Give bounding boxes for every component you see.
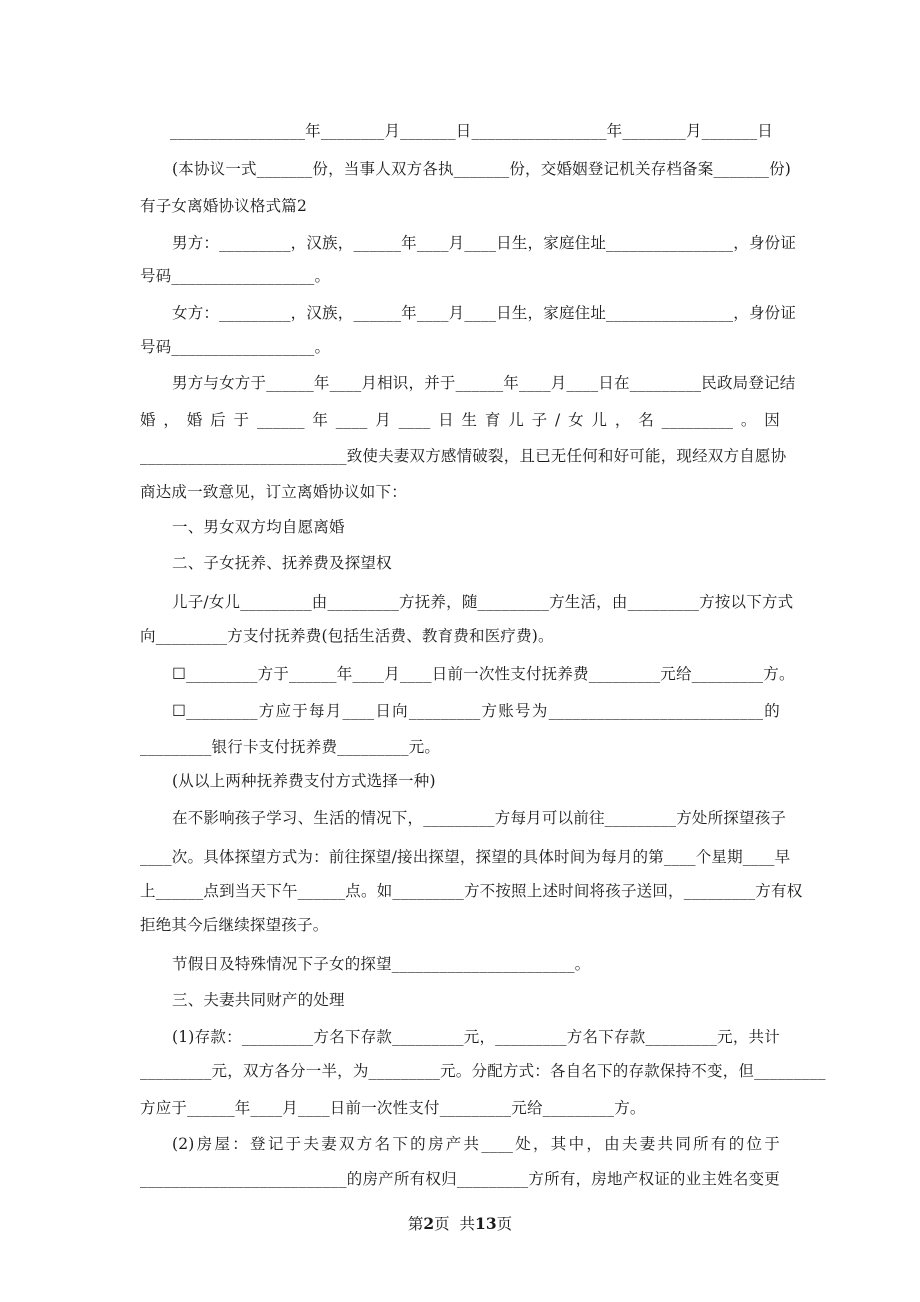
clause-heading: 二、子女抚养、抚养费及探望权 bbox=[172, 554, 392, 572]
paragraph-line: __________________________的房产所有权归_________方所有，房地产权证的业主姓名变更 bbox=[140, 1170, 780, 1188]
paragraph-line: 方应于______年____月____日前一次性支付_________元给_________方。 bbox=[140, 1099, 646, 1117]
male-party-line: 男方：_________，汉族，______年____月____日生，家庭住址________________，身份证 bbox=[172, 234, 797, 252]
paragraph-line: (1)存款：_________方名下存款_________元，_________方名下存款_________元，共计 bbox=[172, 1028, 780, 1046]
date-line: _________________年________月_______日_________________年________月_______日 bbox=[170, 122, 774, 140]
female-party-line: 女方：_________，汉族，______年____月____日生，家庭住址________________，身份证 bbox=[172, 304, 797, 322]
paragraph-line: 男方与女方于______年____月相识，并于______年____月____日在_________民政局登记结 bbox=[172, 374, 796, 392]
checkbox-option: ☐_________方于______年____月____日前一次性支付抚养费_________元给_________方。 bbox=[172, 665, 795, 683]
paragraph-line: _________银行卡支付抚养费_________元。 bbox=[140, 738, 441, 756]
paragraph-line: ____次。具体探望方式为：前往探望/接出探望，探望的具体时间为每月的第____个星期____早 bbox=[140, 848, 791, 866]
paragraph-line: 婚，婚后于______年____月____日生育儿子/女儿，名_________。因 bbox=[140, 411, 780, 429]
paragraph-line: 在不影响孩子学习、生活的情况下，_________方每月可以前往_________方处所探望孩子 bbox=[172, 809, 787, 827]
paragraph-line: 上______点到当天下午______点。如_________方不按照上述时间将孩子送回，_________方有权 bbox=[140, 882, 803, 900]
footer-total-prefix: 共 bbox=[459, 1215, 476, 1233]
footer-total-label: 页 bbox=[496, 1215, 513, 1233]
male-id-line: 号码__________________。 bbox=[140, 267, 331, 285]
paragraph-line: (2)房屋：登记于夫妻双方名下的房产共____处，其中，由夫妻共同所有的位于 bbox=[172, 1135, 780, 1153]
footer-total-pages: 13 bbox=[475, 1214, 497, 1233]
section-title: 有子女离婚协议格式篇2 bbox=[140, 197, 308, 215]
paragraph-line: _________元，双方各分一半，为_________元。分配方式：各自名下的存款保持不变，但_________ bbox=[140, 1062, 826, 1080]
paragraph-line: (从以上两种抚养费支付方式选择一种) bbox=[172, 772, 436, 790]
paragraph-line: 儿子/女儿_________由_________方抚养，随_________方生活，由_________方按以下方式 bbox=[172, 593, 794, 611]
clause-heading: 一、男女双方均自愿离婚 bbox=[172, 518, 345, 536]
paragraph-line: 拒绝其今后继续探望孩子。 bbox=[140, 916, 329, 934]
clause-heading: 三、夫妻共同财产的处理 bbox=[172, 991, 345, 1009]
paragraph-line: __________________________致使夫妻双方感情破裂，且已无任何和好可能，现经双方自愿协 bbox=[140, 447, 787, 465]
checkbox-option: ☐_________方应于每月____日向_________方账号为___________________________的 bbox=[172, 702, 780, 720]
paragraph-line: 向_________方支付抚养费(包括生活费、教育费和医疗费)。 bbox=[140, 627, 554, 645]
footer-page-label: 页 bbox=[434, 1215, 450, 1233]
female-id-line: 号码__________________。 bbox=[140, 338, 331, 356]
footer-prefix: 第 bbox=[407, 1215, 424, 1233]
paragraph-line: 节假日及特殊情况下子女的探望_______________________。 bbox=[172, 955, 591, 973]
footer-page-number: 2 bbox=[423, 1214, 435, 1233]
copies-note: (本协议一式_______份，当事人双方各执_______份，交婚姻登记机关存档备案_______份) bbox=[172, 160, 792, 178]
page-footer bbox=[0, 1212, 920, 1234]
paragraph-line: 商达成一致意见，订立离婚协议如下： bbox=[140, 483, 407, 501]
